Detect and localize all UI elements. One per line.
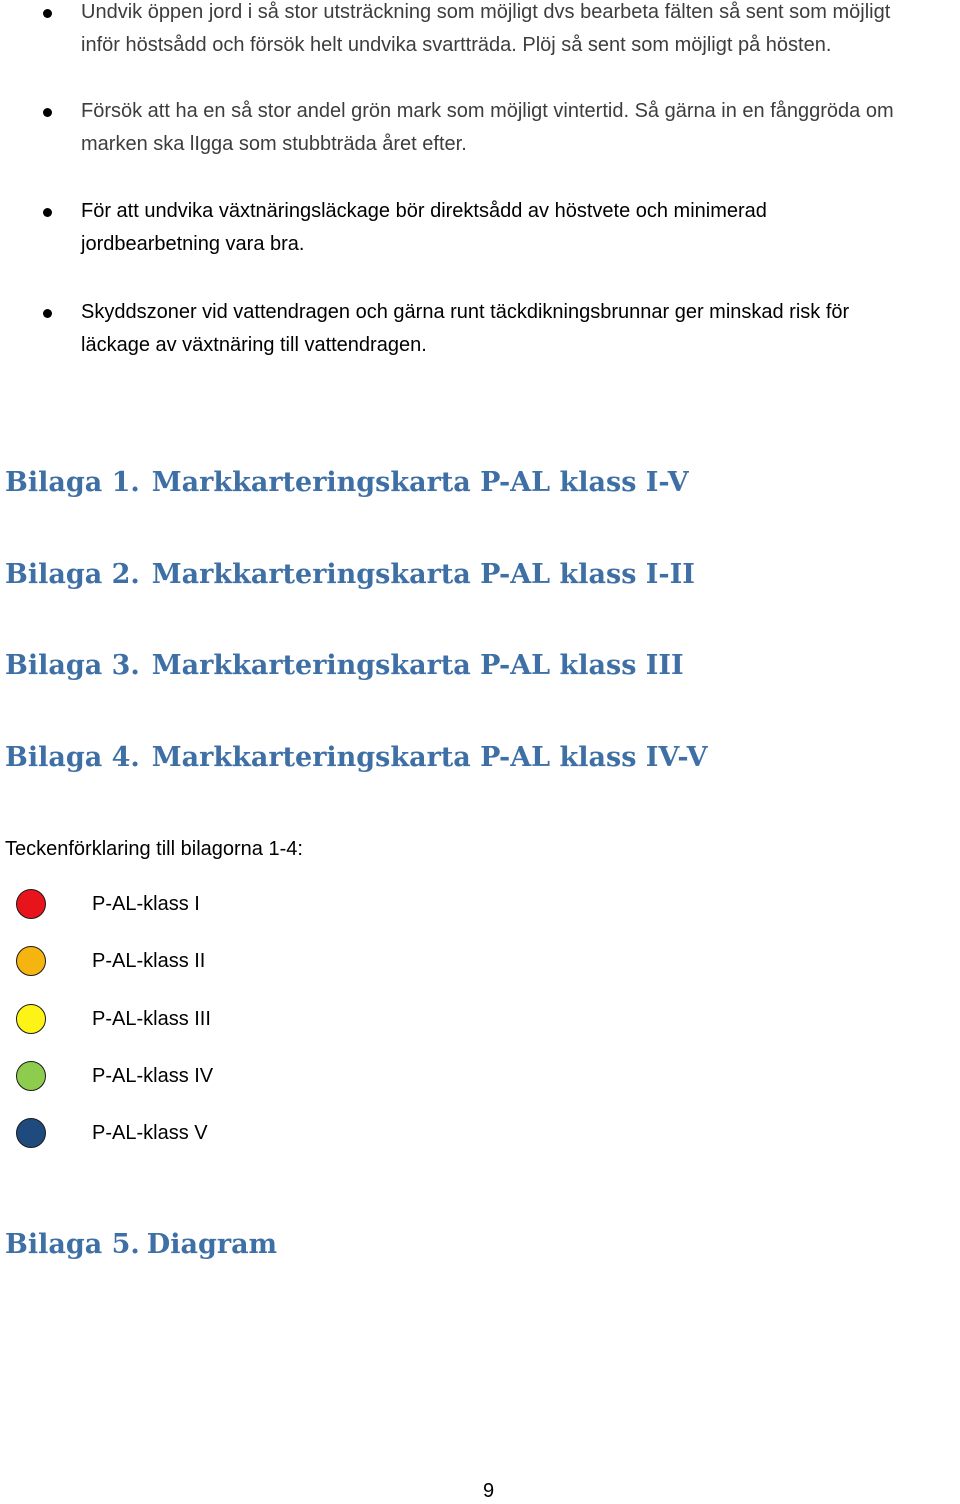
bullet-line: För att undvika växtnäringsläckage bör direktsådd av höstvete och minimerad [81, 200, 767, 222]
bullet-dot-icon [43, 9, 52, 18]
bullet-line: marken ska lIgga som stubbträda året efter. [81, 133, 467, 155]
legend-label: P-AL-klass I [92, 893, 200, 915]
bullet-text [81, 296, 960, 362]
appendix-number: Bilaga 1. [5, 467, 140, 498]
page-number: 9 [482, 1480, 495, 1502]
legend-item [0, 1061, 400, 1097]
appendix-number: Bilaga 5. [5, 1229, 140, 1260]
dark-blue-circle-icon [16, 1118, 46, 1148]
bullet-line: läckage av växtnäring till vattendragen. [81, 334, 427, 356]
legend-label: P-AL-klass II [92, 950, 206, 972]
legend-item [0, 1004, 400, 1040]
legend-item [0, 1118, 400, 1154]
bullet-dot-icon [43, 309, 52, 318]
appendix-title: Markkarteringskarta P-AL klass III [151, 650, 684, 681]
appendix-title: Markkarteringskarta P-AL klass IV-V [151, 742, 708, 773]
green-circle-icon [16, 1061, 46, 1091]
bullet-dot-icon [43, 108, 52, 117]
bullet-text [81, 0, 960, 62]
appendix-heading [5, 558, 695, 592]
appendix-number: Bilaga 3. [5, 650, 140, 681]
red-circle-icon [16, 889, 46, 919]
appendix-title: Markkarteringskarta P-AL klass I-II [151, 559, 695, 590]
orange-circle-icon [16, 946, 46, 976]
bullet-line: Skyddszoner vid vattendragen och gärna runt täckdikningsbrunnar ger minskad risk för [81, 301, 850, 323]
appendix-title: Diagram [146, 1229, 278, 1260]
legend-item [0, 889, 400, 925]
appendix-heading [5, 649, 684, 683]
bullet-line: Försök att ha en så stor andel grön mark som möjligt vintertid. Så gärna in en fånggröda om [81, 100, 894, 122]
bullet-line: jordbearbetning vara bra. [81, 233, 305, 255]
appendix-title: Markkarteringskarta P-AL klass I-V [151, 467, 689, 498]
legend-label: P-AL-klass III [92, 1008, 211, 1030]
bullet-dot-icon [43, 208, 52, 217]
legend-label: P-AL-klass IV [92, 1065, 214, 1087]
appendix-heading [5, 741, 708, 775]
appendix-heading [5, 1228, 277, 1262]
legend-title: Teckenförklaring till bilagorna 1-4: [5, 838, 303, 860]
bullet-line: Undvik öppen jord i så stor utsträckning som möjligt dvs bearbeta fälten så sent som möjligt [81, 1, 891, 23]
bullet-text [81, 195, 960, 261]
appendix-number: Bilaga 4. [5, 742, 140, 773]
legend-label: P-AL-klass V [92, 1122, 208, 1144]
appendix-heading [5, 466, 689, 500]
yellow-circle-icon [16, 1004, 46, 1034]
bullet-line: inför höstsådd och försök helt undvika svartträda. Plöj så sent som möjligt på hösten. [81, 34, 832, 56]
legend-item [0, 946, 400, 982]
bullet-text [81, 95, 960, 161]
appendix-number: Bilaga 2. [5, 559, 140, 590]
